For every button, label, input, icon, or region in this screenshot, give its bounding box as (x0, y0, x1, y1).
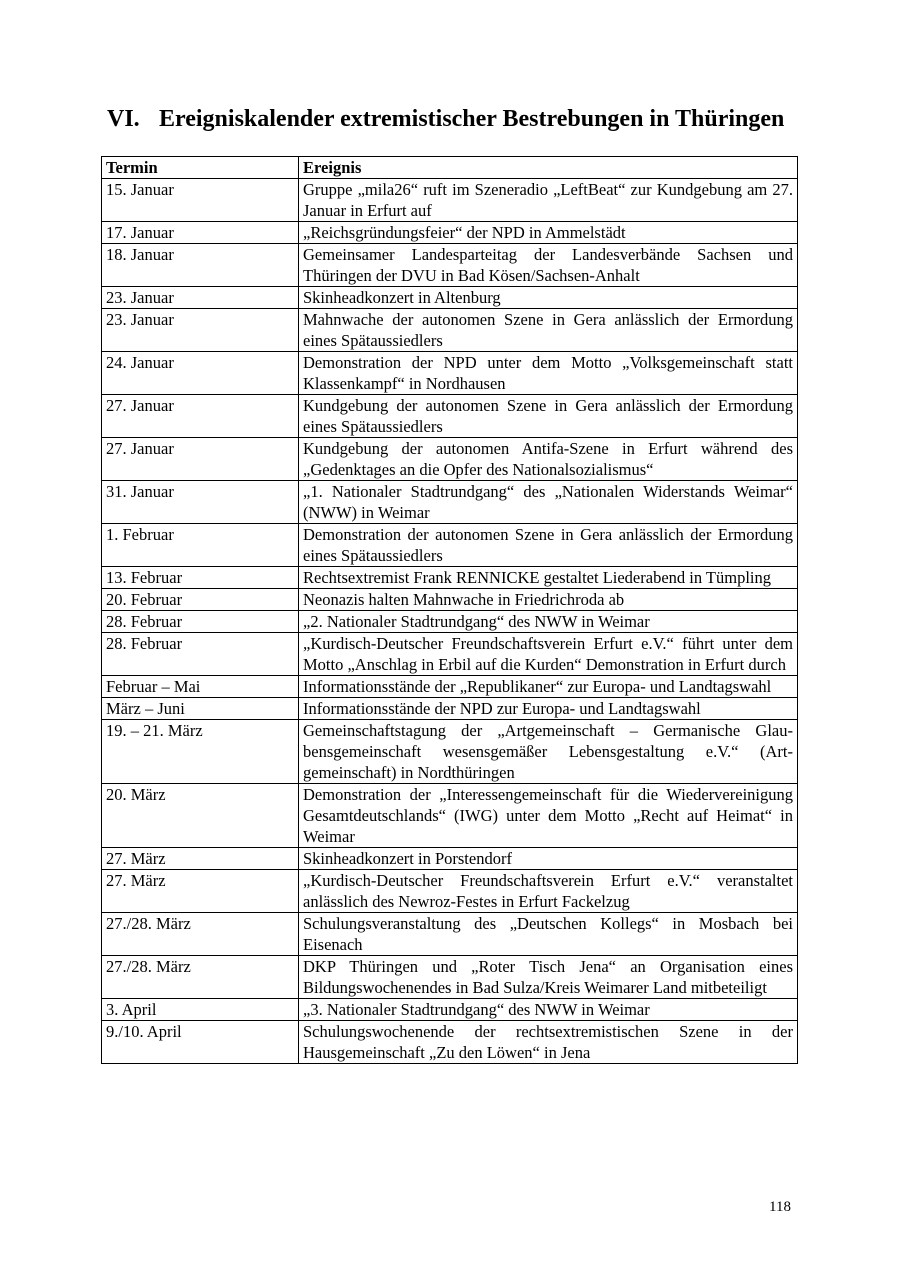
table-row (102, 287, 798, 309)
table-row (102, 999, 798, 1021)
ereignis-cell: „Kurdisch-Deutscher Freundschaftsverein Erfurt e.V.“ veranstaltet anlässlich des Newroz-Festes in Erfurt Fackelzug (299, 870, 798, 913)
table-row (102, 524, 798, 567)
termin-cell: 28. Februar (102, 611, 299, 633)
ereignis-cell: Schulungsveranstaltung des „Deutschen Kollegs“ in Mosbach bei Eisenach (299, 913, 798, 956)
table-row (102, 848, 798, 870)
table-row (102, 913, 798, 956)
ereignis-cell: Schulungswochenende der rechtsextremistischen Szene in der Hausgemeinschaft „Zu den Löwen“ in Jena (299, 1021, 798, 1064)
table-row (102, 1021, 798, 1064)
ereignis-cell: „Reichsgründungsfeier“ der NPD in Ammelstädt (299, 222, 798, 244)
termin-cell: 27. Januar (102, 438, 299, 481)
ereignis-cell: Mahnwache der autonomen Szene in Gera anlässlich der Ermordung eines Spätaussiedlers (299, 309, 798, 352)
termin-cell: 18. Januar (102, 244, 299, 287)
ereignis-cell: Informationsstände der NPD zur Europa- und Landtagswahl (299, 698, 798, 720)
page-heading (107, 106, 784, 133)
ereignis-cell: Demonstration der „Interessengemeinschaft für die Wiedervereinigung Gesamtdeutschlands“ (IWG) unter dem Motto „Recht auf Heimat“ in Weimar (299, 784, 798, 848)
table-row (102, 720, 798, 784)
termin-cell: 28. Februar (102, 633, 299, 676)
ereignis-cell: Demonstration der autonomen Szene in Gera anlässlich der Ermordung eines Spätaussiedlers (299, 524, 798, 567)
termin-cell: 27. März (102, 848, 299, 870)
ereignis-cell: Demonstration der NPD unter dem Motto „Volksgemeinschaft statt Klassenkampf“ in Nordhausen (299, 352, 798, 395)
event-calendar-table (101, 156, 798, 1064)
chapter-title: Ereigniskalender extremistischer Bestrebungen in Thüringen (159, 106, 785, 132)
termin-cell: 24. Januar (102, 352, 299, 395)
table-row (102, 870, 798, 913)
termin-cell: 27./28. März (102, 956, 299, 999)
termin-cell: 9./10. April (102, 1021, 299, 1064)
table-row (102, 179, 798, 222)
termin-cell: März – Juni (102, 698, 299, 720)
table-row (102, 633, 798, 676)
ereignis-cell: „3. Nationaler Stadtrundgang“ des NWW in Weimar (299, 999, 798, 1021)
table-body (102, 179, 798, 1064)
ereignis-cell: DKP Thüringen und „Roter Tisch Jena“ an Organisation eines Bildungswochenendes in Bad Sulza/Kreis Weimarer Land mitbeteiligt (299, 956, 798, 999)
table-row (102, 698, 798, 720)
column-header-termin: Termin (102, 157, 299, 179)
table-row (102, 438, 798, 481)
termin-cell: 3. April (102, 999, 299, 1021)
table-row (102, 567, 798, 589)
termin-cell: 17. Januar (102, 222, 299, 244)
table-header-row (102, 157, 798, 179)
termin-cell: 20. Februar (102, 589, 299, 611)
table-row (102, 244, 798, 287)
table-row (102, 676, 798, 698)
ereignis-cell: Skinheadkonzert in Altenburg (299, 287, 798, 309)
table-row (102, 611, 798, 633)
termin-cell: 15. Januar (102, 179, 299, 222)
ereignis-cell: Gemeinschaftstagung der „Artgemeinschaft – Germanische Glaubensgemeinschaft wesensgemäßer Lebensgestaltung e.V.“ (Artgemeinschaft) in Nordthüringen (299, 720, 798, 784)
table-row (102, 222, 798, 244)
table-row (102, 589, 798, 611)
table-row (102, 956, 798, 999)
termin-cell: 27. Januar (102, 395, 299, 438)
termin-cell: Februar – Mai (102, 676, 299, 698)
ereignis-cell: „Kurdisch-Deutscher Freundschaftsverein Erfurt e.V.“ führt unter dem Motto „Anschlag in Erbil auf die Kurden“ Demonstration in Erfurt durch (299, 633, 798, 676)
termin-cell: 1. Februar (102, 524, 299, 567)
ereignis-cell: Gruppe „mila26“ ruft im Szeneradio „LeftBeat“ zur Kundgebung am 27. Januar in Erfurt auf (299, 179, 798, 222)
termin-cell: 19. – 21. März (102, 720, 299, 784)
table-row (102, 395, 798, 438)
termin-cell: 31. Januar (102, 481, 299, 524)
table-row (102, 352, 798, 395)
termin-cell: 23. Januar (102, 309, 299, 352)
page-number: 118 (769, 1199, 791, 1215)
termin-cell: 20. März (102, 784, 299, 848)
termin-cell: 27./28. März (102, 913, 299, 956)
table-row (102, 481, 798, 524)
ereignis-cell: Skinheadkonzert in Porstendorf (299, 848, 798, 870)
ereignis-cell: Rechtsextremist Frank RENNICKE gestaltet Liederabend in Tümpling (299, 567, 798, 589)
ereignis-cell: Kundgebung der autonomen Antifa-Szene in Erfurt während des „Gedenktages an die Opfer des Nationalsozialismus“ (299, 438, 798, 481)
ereignis-cell: „1. Nationaler Stadtrundgang“ des „Nationalen Widerstands Weimar“ (NWW) in Weimar (299, 481, 798, 524)
ereignis-cell: Gemeinsamer Landesparteitag der Landesverbände Sachsen und Thüringen der DVU in Bad Kösen/Sachsen-Anhalt (299, 244, 798, 287)
ereignis-cell: Neonazis halten Mahnwache in Friedrichroda ab (299, 589, 798, 611)
chapter-number: VI. (107, 106, 140, 132)
termin-cell: 27. März (102, 870, 299, 913)
termin-cell: 13. Februar (102, 567, 299, 589)
column-header-ereignis: Ereignis (299, 157, 798, 179)
termin-cell: 23. Januar (102, 287, 299, 309)
ereignis-cell: Kundgebung der autonomen Szene in Gera anlässlich der Ermordung eines Spätaussiedlers (299, 395, 798, 438)
table-row (102, 784, 798, 848)
ereignis-cell: Informationsstände der „Republikaner“ zur Europa- und Landtagswahl (299, 676, 798, 698)
ereignis-cell: „2. Nationaler Stadtrundgang“ des NWW in Weimar (299, 611, 798, 633)
table-row (102, 309, 798, 352)
